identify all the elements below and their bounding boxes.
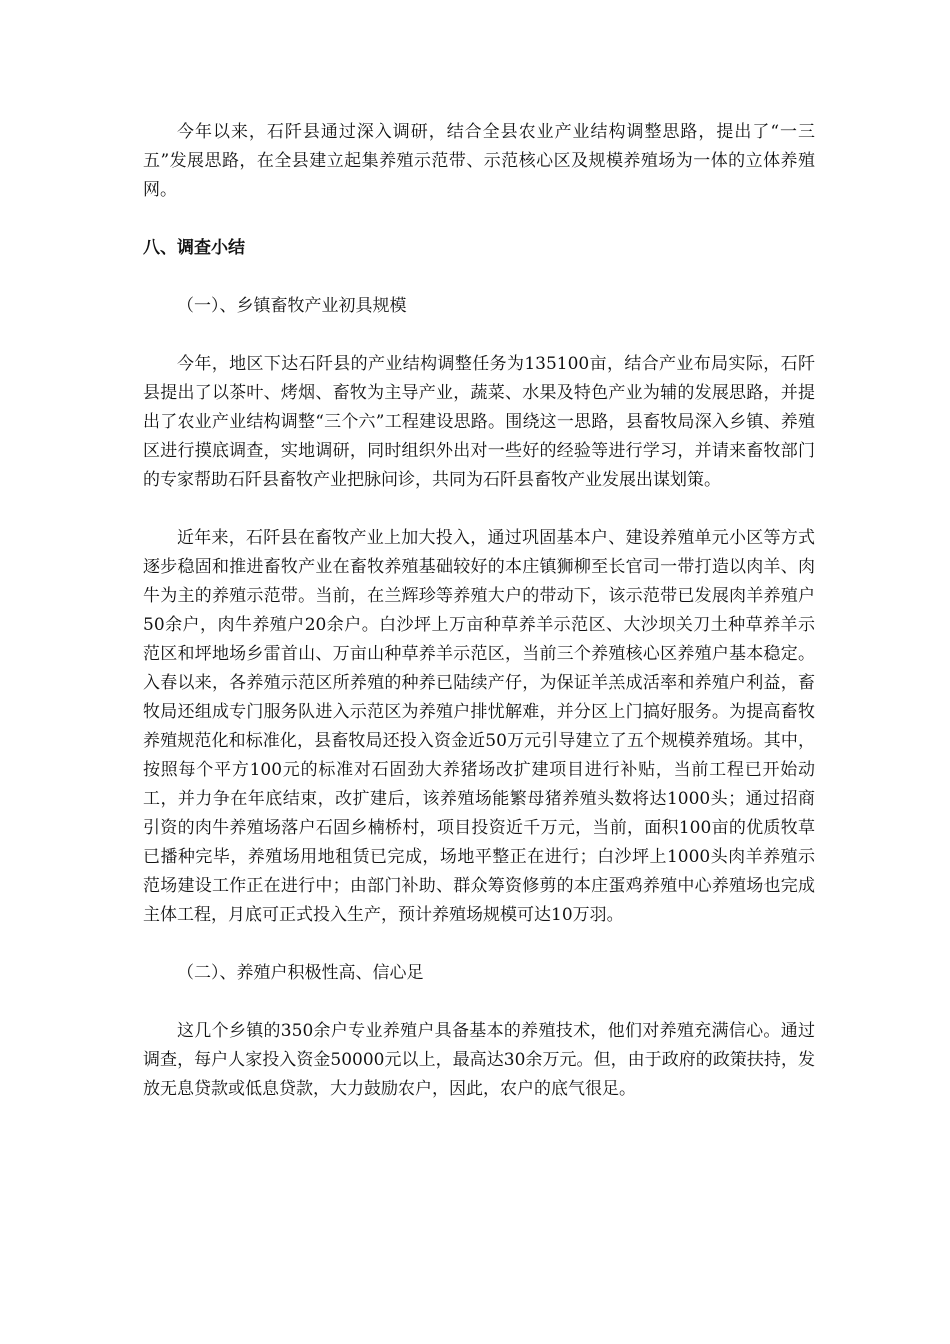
section-heading: 八、调查小结: [143, 238, 245, 258]
spacer: [143, 930, 815, 959]
paragraph-farmers: 这几个乡镇的350余户专业养殖户具备基本的养殖技术，他们对养殖充满信心。通过调查，每户人家投入资金50000元以上，最高达30余万元。但，由于政府的政策扶持，发放无息贷款或低息贷款，大力鼓励农户，因此，农户的底气很足。: [143, 1021, 815, 1099]
paragraph-investment: 近年来，石阡县在畜牧产业上加大投入，通过巩固基本户、建设养殖单元小区等方式逐步稳固和推进畜牧产业在畜牧养殖基础较好的本庄镇狮柳至长官司一带打造以肉羊、肉牛为主的养殖示范带。当前，在兰辉珍等养殖大户的带动下，该示范带已发展肉羊养殖户50余户，肉牛养殖户20余户。白沙坪上万亩种草养羊示范区、大沙坝关刀土种草养羊示范区和坪地场乡雷首山、万亩山种草养羊示范区，当前三个养殖核心区养殖户基本稳定。入春以来，各养殖示范区所养殖的种养已陆续产仔，为保证羊羔成活率和养殖户利益，畜牧局还组成专门服务队进入示范区为养殖户排忧解难，并分区上门搞好服务。为提高畜牧养殖规范化和标准化，县畜牧局还投入资金近50万元引导建立了五个规模养殖场。其中，按照每个平方100元的标准对石固劲大养猪场改扩建项目进行补贴，当前工程已开始动工，并力争在年底结束，改扩建后，该养殖场能繁母猪养殖头数将达1000头；通过招商引资的肉牛养殖场落户石固乡楠桥村，项目投资近千万元，当前，面积100亩的优质牧草已播种完毕，养殖场用地租赁已完成，场地平整正在进行；白沙坪上1000头肉羊养殖示范场建设工作正在进行中；由部门补助、群众筹资修剪的本庄蛋鸡养殖中心养殖场也完成主体工程，月底可正式投入生产，预计养殖场规模可达10万羽。: [143, 528, 815, 925]
spacer: [143, 495, 815, 524]
subheading-scale: （一）、乡镇畜牧产业初具规模: [177, 296, 407, 316]
paragraph-task: 今年，地区下达石阡县的产业结构调整任务为135100亩，结合产业布局实际，石阡县提出了以茶叶、烤烟、畜牧为主导产业，蔬菜、水果及特色产业为辅的发展思路，并提出了农业产业结构调整“三个六”工程建设思路。围绕这一思路，县畜牧局深入乡镇、养殖区进行摸底调查，实地调研，同时组织外出对一些好的经验等进行学习，并请来畜牧部门的专家帮助石阡县畜牧产业把脉问诊，共同为石阡县畜牧产业发展出谋划策。: [143, 354, 815, 490]
spacer: [143, 263, 815, 292]
paragraph-intro: 今年以来，石阡县通过深入调研，结合全县农业产业结构调整思路，提出了“一三五”发展思路，在全县建立起集养殖示范带、示范核心区及规模养殖场为一体的立体养殖网。: [143, 122, 815, 200]
subheading-confidence: （二）、养殖户积极性高、信心足: [177, 963, 424, 983]
spacer: [143, 321, 815, 350]
document-body: [143, 118, 815, 1104]
spacer: [143, 988, 815, 1017]
spacer: [143, 205, 815, 234]
